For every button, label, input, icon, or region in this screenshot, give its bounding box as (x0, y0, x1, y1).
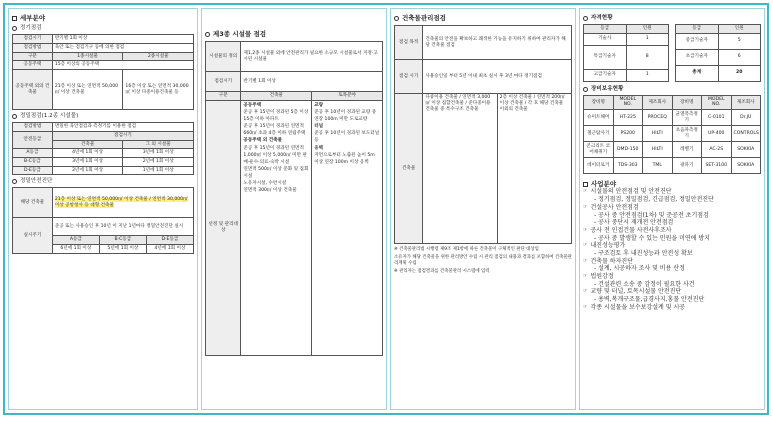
table-label: 공동주택 외의 건축물 (13, 70, 53, 110)
table-cell: AC-2S (702, 142, 732, 158)
table-cell: UP-400 (702, 126, 732, 142)
section-title: 제3종 시설물 점검 (205, 30, 383, 38)
table-cell: 기술사 (584, 33, 627, 45)
table-header: 안전등급 (13, 131, 53, 148)
table-cell: SOKKIA (731, 158, 761, 174)
table-header: 구분 (206, 92, 241, 101)
table-cell: PS200 (613, 126, 643, 142)
pointing-hand-icon: ☞ (583, 188, 588, 195)
table-cell: DMD-150 (613, 142, 643, 158)
table-cell: 15층 이상의 공동주택 (52, 61, 193, 70)
table-cell: 8 (626, 45, 669, 69)
square-bullet-icon (583, 182, 588, 187)
table-header: 건축물 (52, 140, 123, 149)
pointing-hand-icon: ☞ (583, 242, 588, 249)
table-cell: CONTROLS (731, 126, 761, 142)
business-item-heading: 각종 시설물을 보수보강설계 및 시공 (590, 303, 686, 311)
table-cell: HILTI (643, 126, 673, 142)
list-item: 준공 후 15년이 경과된 5층 이상 15층 이하 아파트 (243, 109, 309, 123)
civil-criteria-cell (312, 100, 383, 355)
column-inspection-types (8, 8, 198, 410)
table-header: 점검시기 (52, 131, 193, 140)
table-header: D·E등급 (146, 236, 193, 245)
table-header: 제조회사 (643, 95, 673, 109)
qualification-tables (583, 24, 761, 82)
table-label: 점검방법 (13, 43, 53, 52)
table-cell: 반기별 1회 이상 (52, 35, 193, 44)
subsection-title: 정밀안전진단 (12, 178, 194, 185)
table-cell: 슈미트해머 (584, 110, 614, 126)
list-item: 연면적 300㎡ 이상 건축물 (243, 188, 297, 194)
table-header: 인원 (626, 24, 669, 33)
business-title: 사업분야 (583, 180, 761, 188)
table-cell: 중급기술자 (676, 33, 719, 49)
business-item-heading: 공사 전 인접건물 사전사후조사 (590, 226, 672, 234)
table-cell: TML (643, 158, 673, 174)
table-cell: PROCEQ (643, 110, 673, 126)
table-label: 점검시기 (13, 35, 53, 44)
business-item-detail: - 공사 중 안전점검(1차) 및 준공전 초기점검 (594, 211, 709, 219)
business-item (583, 188, 761, 196)
subsection-title: 정기점검 (12, 25, 194, 32)
table-label: 건축물 (395, 94, 423, 244)
business-item (583, 227, 761, 235)
square-bullet-icon (12, 16, 17, 21)
table-cell: 3년에 1회 이상 (123, 149, 194, 158)
business-areas (583, 180, 761, 311)
table-cell: 사용승인일 부터 5년 이내 최초 실시 후 3년 마다 정기점검 (423, 60, 572, 94)
column-class3-facility (201, 8, 387, 410)
table-header: 장비명 (672, 95, 702, 109)
table-header: MODEL NO. (702, 95, 732, 109)
detailed-inspection-table (12, 122, 194, 175)
table-label: 실시주기 (13, 218, 53, 253)
section-title: 건축물관리점검 (394, 14, 572, 22)
subsection-title: 정밀점검(1.2종 시설물) (12, 113, 194, 120)
table-cell: 6년에 1회 이상 (52, 245, 99, 254)
table-cell: 20 (718, 65, 761, 81)
circle-bullet-icon (12, 179, 17, 184)
table-cell: 5 (718, 33, 761, 49)
table-label: 점검시기 (206, 72, 241, 92)
table-cell: SET-3100 (702, 158, 732, 174)
safety-diagnosis-table (12, 187, 194, 253)
table-header: 인원 (718, 24, 761, 33)
business-item-heading: 건축물 하자진단 (590, 257, 633, 265)
pointing-hand-icon: ☞ (583, 257, 588, 264)
regular-inspection-table (12, 34, 194, 110)
business-item-detail: - 정기점검, 정밀점검, 긴급점검, 정밀안전진단 (594, 196, 714, 204)
circle-bullet-icon (12, 26, 17, 31)
table-cell: 1 (626, 69, 669, 81)
business-item (583, 242, 761, 250)
table-cell: 2층 이상 건축물 / 연면적 200㎡ 이상 건축물 / 각 호 해당 건축물 이외의 건축물 (497, 94, 571, 244)
table-cell: 레벨기 (672, 142, 702, 158)
table-cell: 1 (626, 33, 669, 45)
table-cell: 초음파측정기 (672, 126, 702, 142)
table-header: 토목분야 (312, 92, 383, 101)
table-header: 등급 (676, 24, 719, 33)
table-cell: 반기별 1회 이상 (241, 72, 383, 92)
table-label: 선정 및 관리대상 (206, 100, 241, 355)
table-header: A등급 (52, 236, 99, 245)
pointing-hand-icon: ☞ (583, 272, 588, 279)
subsection-title: 자격현황 (583, 15, 761, 22)
list-item: 터널 (314, 124, 324, 130)
table-cell: TDS-303 (613, 158, 643, 174)
table-cell: 16층 이상 또는 연면적 30,000㎡ 이상 다중이용건축물 등 (123, 70, 194, 110)
notes-block (394, 247, 572, 275)
qualification-table-b (675, 24, 761, 82)
table-cell: SOKKIA (731, 142, 761, 158)
table-cell: 총계 (676, 65, 719, 81)
table-header: 1종시설물 (52, 52, 123, 61)
business-item-detail: - 구조검토 후 내진성능과 안전성 확보 (594, 249, 693, 257)
subsection-title: 장비보유현황 (583, 86, 761, 93)
table-cell: 초급기술자 (676, 49, 719, 65)
circle-bullet-icon (205, 32, 210, 37)
pointing-hand-icon: ☞ (583, 203, 588, 210)
table-cell: 1년에 1회 이상 (123, 166, 194, 175)
business-item-detail: - 설계, 시공하자 조사 및 비용 산정 (594, 265, 685, 273)
table-header: 건축물 (241, 92, 312, 101)
building-criteria-cell (241, 100, 312, 355)
table-header: MODEL NO. (613, 95, 643, 109)
table-cell: 준공 또는 사용승인 후 10년 이 지난 1년마다 정밀안전진단 실시 (52, 218, 193, 236)
table-label: 해당 건축물 (13, 188, 53, 218)
table-cell: 6 (718, 49, 761, 65)
table-header: 장비명 (584, 95, 614, 109)
pointing-hand-icon: ☞ (583, 288, 588, 295)
table-cell: 철근탐사기 (584, 126, 614, 142)
business-item-heading: 교량 및 터널, 토목시설물 안전진단 (590, 288, 682, 296)
business-item (583, 273, 761, 281)
column-building-management (390, 8, 576, 410)
business-item-detail: - 건설관련 소송 중 감정이 필요한 사건 (594, 280, 695, 288)
table-header: 제조회사 (731, 95, 761, 109)
note-text: ※ 관리자는 점검결과를 건축물관리 시스템에 입력 (394, 268, 490, 274)
table-cell: 데이터로거 (584, 158, 614, 174)
business-item-heading: 내진성능평가 (590, 242, 626, 250)
list-item: 노유자시설, 수련시설 (243, 181, 287, 187)
table-cell: 5년에 1회 이상 (99, 245, 146, 254)
table-cell: 21층 이상 또는 연면적 50,000㎡ 이상 건축물 / 연면적 30,000㎡ 이상 공항청사 등 대형 건축물 (54, 197, 188, 208)
list-item: 지면으로부터 노출된 높이 5m 이상 연장 100m 이상 옹벽 (314, 152, 375, 165)
table-label: D·E등급 (13, 166, 53, 175)
list-item: 연면적 500㎡ 이상 문화 및 집회시설 (243, 166, 309, 179)
pointing-hand-icon: ☞ (583, 303, 588, 310)
building-management-table (394, 25, 572, 244)
note-text: ※ 건축물관리법 시행령 제9조 제1항에 따른 건축물이 구체적인 판단 대상임 (394, 247, 539, 253)
business-item-detail: - 공사 중 발생할 수 있는 민원을 미연에 방지 (594, 234, 710, 242)
table-cell: 2년에 1회 이상 (123, 157, 194, 166)
table-cell: HT-225 (613, 110, 643, 126)
list-item: 공동주택 외 건축물 (243, 138, 283, 144)
class3-facility-table (205, 41, 383, 356)
table-cell: 4년에 1회 이상 (146, 245, 193, 254)
table-label: 점검 시기 (395, 60, 423, 94)
table-cell: 제1,2종 시설물 외에 안전관리가 필요한 소규모 시설물로서 지정·고시된 시설물 (241, 42, 383, 72)
table-label: 점검 목적 (395, 26, 423, 60)
list-item: 옹벽 (314, 145, 324, 151)
business-item (583, 204, 761, 212)
list-item: 준공 후 15년이 경과된 연면적 660㎡ 초과 4층 이하 연립주택 (243, 124, 306, 137)
table-cell: 특급기술자 (584, 45, 627, 69)
qualification-table-a (583, 24, 669, 82)
table-label: 공동주택 (13, 61, 53, 70)
table-cell: 면밀한 육안점검과 측정기를 이용한 점검 (52, 123, 193, 132)
table-header: 2종시설물 (123, 52, 194, 61)
pointing-hand-icon: ☞ (583, 226, 588, 233)
table-cell: 3년에 1회 이상 (52, 157, 123, 166)
circle-bullet-icon (12, 114, 17, 119)
table-cell: 21층 이상 또는 연면적 50,000㎡ 이상 건축물 (52, 70, 123, 110)
table-cell: 콘크리트 코어채취기 (584, 142, 614, 158)
table-header: B·C등급 (99, 236, 146, 245)
note-text: 소유자가 해당 건축물을 위한 관리방안 수립 시 관리 점검의 내용과 결과를 포함하여 건축물관리계획 수립 (394, 255, 572, 266)
table-header: 구분 (13, 52, 53, 61)
table-cell: 고급기술자 (584, 69, 627, 81)
business-list (583, 188, 761, 311)
business-item-detail: - 공사 중단시 재개전 안전점검 (594, 219, 674, 227)
table-cell: C-0101 (702, 110, 732, 126)
list-item: 준공 후 10년이 경과된 보도터널 등 (314, 131, 380, 144)
list-item: 준공 후 10년이 경과된 교량 중 연장 100m 미만 도로교량 (314, 109, 377, 123)
business-item-heading: 시설물의 안전점검 및 안전진단 (590, 188, 672, 196)
circle-bullet-icon (583, 16, 588, 21)
circle-bullet-icon (583, 87, 588, 92)
table-cell: 2년에 1회 이상 (52, 166, 123, 175)
table-label: B·C등급 (13, 157, 53, 166)
table-cell: 4년에 1회 이상 (52, 149, 123, 158)
business-item-detail: - 용벽,복개구조물,급경사지,홍물 안전진단 (594, 295, 705, 303)
circle-bullet-icon (394, 16, 399, 21)
section-title: 세부분야 (12, 14, 194, 22)
business-item (583, 288, 761, 296)
business-item-heading: 건설공사 안전점검 (590, 203, 639, 211)
list-item: 준공 후 15년이 경과된 연면적 1,000㎡ 이상 5,000㎡ 미만 판매·운수·의료·숙박 시설 (243, 145, 307, 165)
table-label: A등급 (13, 149, 53, 158)
table-label: 점검방법 (13, 123, 53, 132)
list-item: 공동주택 (243, 102, 262, 108)
table-header: 등급 (584, 24, 627, 33)
table-cell: HILTI (643, 142, 673, 158)
list-item: 교량 (314, 102, 324, 108)
table-header: 그 외 시설물 (123, 140, 194, 149)
document-page (3, 3, 769, 415)
table-cell: Dr.JU (731, 110, 761, 126)
table-label: 시설물의 정의 (206, 42, 241, 72)
table-cell: 균열폭측정기 (672, 110, 702, 126)
table-cell: 광파기 (672, 158, 702, 174)
equipment-table (583, 95, 761, 174)
column-company-info (579, 8, 765, 410)
business-item-heading: 법원감정 (590, 272, 614, 280)
table-cell: 육안 또는 점검기구 등에 의한 점검 (52, 43, 193, 52)
table-cell: 건축물의 안전을 확보하고 쾌적한 기능을 유지하기 위하여 관리자가 해당 건축물 점검 (423, 26, 572, 60)
business-item (583, 304, 761, 312)
table-cell: 다중이용 건축물 / 연면적 3,000㎡ 이상 집합건축물 / 준다중이용 건축물 중 특수구조 건축물 (423, 94, 497, 244)
